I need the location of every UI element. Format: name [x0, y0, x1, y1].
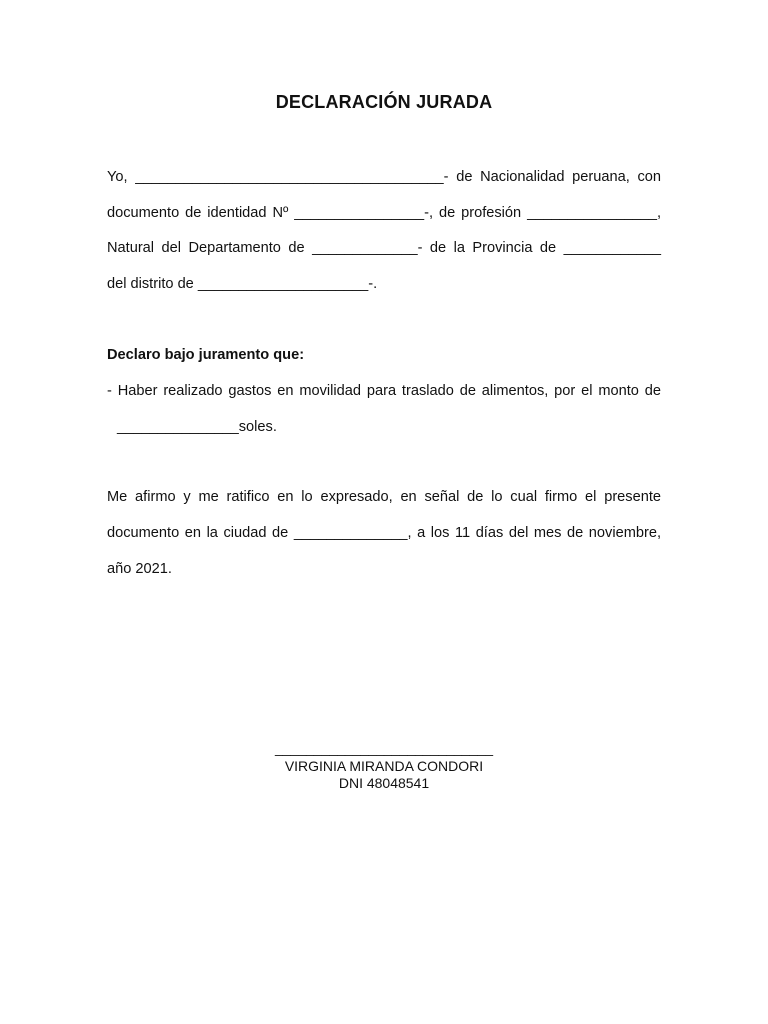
declaration-item-1-continued: _______________soles.: [117, 419, 277, 435]
signature-dni: DNI 48048541: [338, 775, 430, 791]
paragraph1-line-2: documento de identidad Nº ________________-, de profesión ________________,: [107, 205, 661, 221]
paragraph1-line-3: Natural del Departamento de _____________- de la Provincia de ____________: [107, 240, 661, 256]
signature-line: ____________________________: [274, 740, 493, 756]
paragraph1-line-4: del distrito de _____________________-.: [107, 276, 378, 292]
paragraph1-line-1: Yo, ______________________________________- de Nacionalidad peruana, con: [107, 169, 661, 185]
declaration-item-1: - Haber realizado gastos en movilidad para traslado de alimentos, por el monto de: [107, 383, 661, 399]
document-title: DECLARACIÓN JURADA: [275, 92, 493, 112]
paragraph2-line-1: Me afirmo y me ratifico en lo expresado, en señal de lo cual firmo el presente: [107, 489, 661, 505]
declaration-heading: Declaro bajo juramento que:: [107, 347, 305, 363]
paragraph2-line-2: documento en la ciudad de ______________, a los 11 días del mes de noviembre,: [107, 525, 661, 541]
paragraph2-line-3: año 2021.: [107, 561, 172, 577]
signature-name: VIRGINIA MIRANDA CONDORI: [284, 758, 484, 774]
